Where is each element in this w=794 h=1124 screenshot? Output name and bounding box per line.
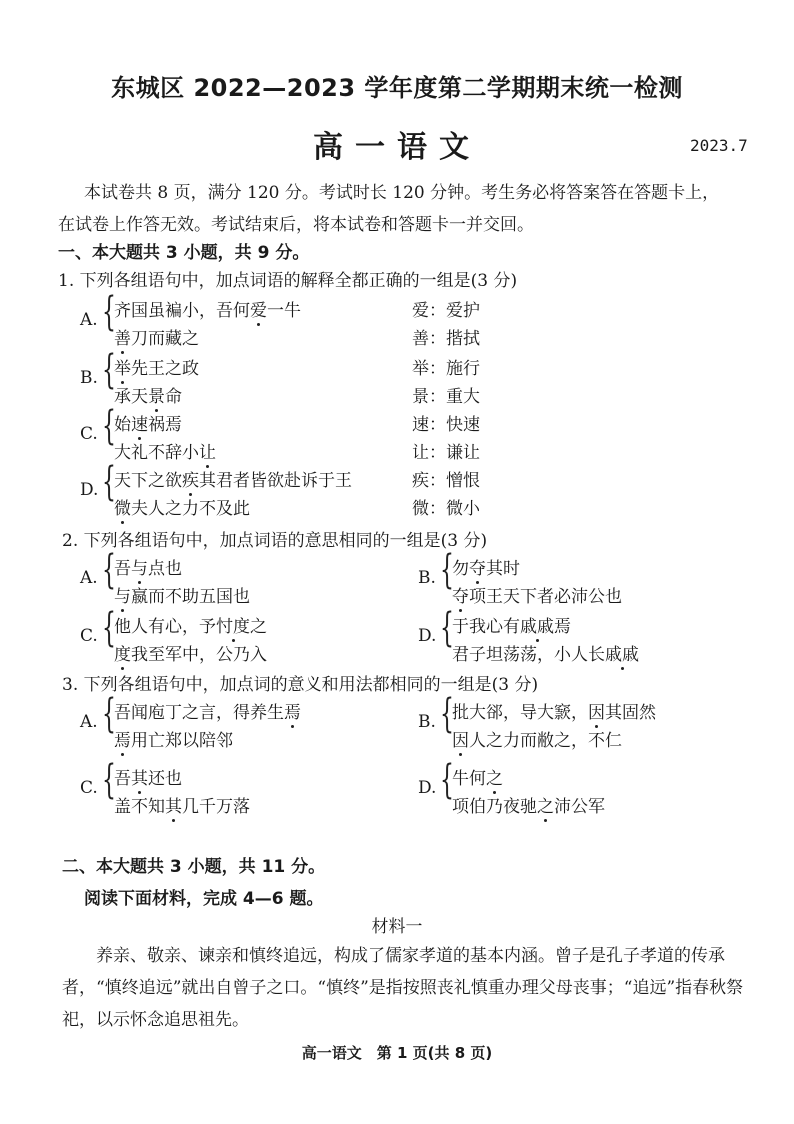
sentence-text: 先王之政: [131, 359, 199, 379]
option-explanation-2: 善：揩拭: [412, 329, 480, 349]
option-letter: D.: [418, 626, 437, 646]
dotted-word: 焉: [114, 731, 131, 751]
brace-mark: {: [102, 605, 116, 651]
dotted-word: 善: [114, 329, 131, 349]
sentence-text: 批大郤，导大窾，: [452, 703, 588, 723]
option-sentence-2: [114, 382, 182, 407]
option-sentence-1: [452, 612, 571, 637]
sentence-text: 始: [114, 415, 131, 435]
option-sentence-1: [114, 764, 182, 789]
option-explanation-2: 微：微小: [412, 499, 480, 519]
option-sentence-2: [114, 438, 216, 463]
section-1-title: 一、本大题共 3 小题，共 9 分。: [58, 243, 310, 263]
q2-stem: 2. 下列各组语句中，加点词语的意思相同的一组是(3 分): [62, 531, 488, 551]
sentence-text: 还也: [148, 769, 182, 789]
dotted-word: 因: [588, 703, 605, 723]
dotted-word: 焉: [284, 703, 301, 723]
option-sentence-2: [452, 792, 605, 817]
dotted-word: 举: [114, 359, 131, 379]
dotted-word: 微: [114, 499, 131, 519]
sentence-text: 吾: [114, 559, 131, 579]
option-sentence-2: [452, 582, 622, 607]
option-sentence-1: [114, 466, 352, 491]
material-paragraph: 养亲、敬亲、谏亲和慎终追远，构成了儒家孝道的基本内涵。曾子是孔子孝道的传承者，“慎终追远”就出自曾子之口。“慎终”是指按照丧礼慎重办理父母丧事；“追远”指春秋祭祀，以示怀念追思祖先。: [62, 946, 744, 1030]
intro-line-1: 本试卷共 8 页，满分 120 分。考试时长 120 分钟。考生务必将答案答在答题卡上，: [84, 183, 720, 203]
brace-mark: {: [102, 757, 116, 803]
dotted-word: 夺: [469, 559, 486, 579]
sentence-text: 他人有心，予: [114, 617, 216, 637]
sentence-text: 其时: [486, 559, 520, 579]
dotted-word: 戚戚: [605, 645, 639, 665]
brace-mark: {: [102, 403, 116, 449]
option-explanation-1: 爱：爱护: [412, 301, 480, 321]
sentence-text: 我至军中，公乃入: [131, 645, 267, 665]
option-sentence-2: [114, 640, 267, 665]
dotted-word: 爱: [250, 301, 267, 321]
exam-title: 东城区 2022—2023 学年度第二学期期末统一检测: [111, 74, 683, 102]
intro-line-2: 在试卷上作答无效。考试结束后，将本试卷和答题卡一并交回。: [58, 215, 534, 235]
sentence-text: 人之力而敝之，不仁: [469, 731, 622, 751]
dotted-word: 之: [537, 797, 554, 817]
dotted-word: 速: [131, 415, 148, 435]
page-footer: 高一语文 第 1 页(共 8 页): [301, 1044, 493, 1062]
option-sentence-2: [114, 582, 250, 607]
dotted-word: 与: [131, 559, 148, 579]
section-2-instruction: 阅读下面材料，完成 4—6 题。: [84, 889, 324, 909]
sentence-text: 夫人之力不及此: [131, 499, 250, 519]
option-sentence-1: [114, 698, 301, 723]
sentence-text: 之: [250, 617, 267, 637]
sentence-text: 刀而藏之: [131, 329, 199, 349]
option-letter: A.: [80, 310, 98, 330]
brace-mark: {: [440, 547, 454, 593]
dotted-word: 度: [114, 645, 131, 665]
dotted-word: 其: [131, 769, 148, 789]
sentence-text: 项伯乃夜驰: [452, 797, 537, 817]
option-sentence-1: [114, 410, 182, 435]
brace-mark: {: [440, 605, 454, 651]
option-letter: A.: [80, 568, 98, 588]
option-sentence-1: [452, 764, 503, 789]
option-letter: C.: [80, 626, 98, 646]
q1-stem: 1. 下列各组语句中，加点词语的解释全都正确的一组是(3 分): [58, 271, 518, 291]
sentence-text: 命: [165, 387, 182, 407]
option-letter: B.: [418, 568, 436, 588]
q3-stem: 3. 下列各组语句中，加点词的意义和用法都相同的一组是(3 分): [62, 675, 539, 695]
sentence-text: 勿: [452, 559, 469, 579]
sentence-text: 于我心有: [452, 617, 520, 637]
option-sentence-2: [452, 726, 622, 751]
option-explanation-1: 速：快速: [412, 415, 480, 435]
dotted-word: 之: [486, 769, 503, 789]
brace-mark: {: [440, 691, 454, 737]
dotted-word: 忖度: [216, 617, 250, 637]
sentence-text: 几千万落: [182, 797, 250, 817]
option-sentence-1: [114, 612, 267, 637]
option-sentence-1: [114, 354, 199, 379]
brace-mark: {: [102, 289, 116, 335]
sentence-text: 祸焉: [148, 415, 182, 435]
sentence-text: 牛何: [452, 769, 486, 789]
sentence-text: 其固然: [605, 703, 656, 723]
sentence-text: 大礼不辞小: [114, 443, 199, 463]
option-letter: B.: [418, 712, 436, 732]
option-sentence-2: [452, 640, 639, 665]
dotted-word: 因: [452, 731, 469, 751]
dotted-word: 戚戚: [520, 617, 554, 637]
material-title: 材料一: [371, 917, 423, 937]
dotted-word: 夺: [452, 587, 469, 607]
sentence-text: 一牛: [267, 301, 301, 321]
sentence-text: 其君者皆欲赴诉于王: [199, 471, 352, 491]
sentence-text: 沛公军: [554, 797, 605, 817]
option-sentence-2: [114, 324, 199, 349]
sentence-text: 嬴而不助五国也: [131, 587, 250, 607]
option-sentence-1: [114, 296, 301, 321]
option-sentence-2: [114, 792, 250, 817]
section-2-title: 二、本大题共 3 小题，共 11 分。: [62, 857, 326, 877]
option-sentence-2: [114, 726, 233, 751]
brace-mark: {: [102, 691, 116, 737]
option-explanation-1: 举：施行: [412, 359, 480, 379]
brace-mark: {: [440, 757, 454, 803]
option-explanation-2: 让：谦让: [412, 443, 480, 463]
option-sentence-1: [452, 554, 520, 579]
option-sentence-1: [114, 554, 182, 579]
brace-mark: {: [102, 347, 116, 393]
option-sentence-1: [452, 698, 656, 723]
subject-title: 高一语文: [313, 130, 481, 165]
option-letter: A.: [80, 712, 98, 732]
option-letter: D.: [418, 778, 437, 798]
dotted-word: 与: [114, 587, 131, 607]
sentence-text: 盖不知: [114, 797, 165, 817]
dotted-word: 景: [148, 387, 165, 407]
brace-mark: {: [102, 459, 116, 505]
sentence-text: 承天: [114, 387, 148, 407]
sentence-text: 吾: [114, 769, 131, 789]
sentence-text: 用亡郑以陪邻: [131, 731, 233, 751]
option-sentence-2: [114, 494, 250, 519]
sentence-text: 项王天下者必沛公也: [469, 587, 622, 607]
dotted-word: 疾: [182, 471, 199, 491]
dotted-word: 其: [165, 797, 182, 817]
option-letter: C.: [80, 424, 98, 444]
sentence-text: 点也: [148, 559, 182, 579]
option-letter: B.: [80, 368, 98, 388]
option-explanation-1: 疾：憎恨: [412, 471, 480, 491]
brace-mark: {: [102, 547, 116, 593]
dotted-word: 让: [199, 443, 216, 463]
sentence-text: 齐国虽褊小，吾何: [114, 301, 250, 321]
sentence-text: 吾闻庖丁之言，得养生: [114, 703, 284, 723]
sentence-text: 君子坦荡荡，小人长: [452, 645, 605, 665]
option-letter: D.: [80, 480, 99, 500]
exam-date: 2023.7: [690, 136, 748, 155]
option-explanation-2: 景：重大: [412, 387, 480, 407]
sentence-text: 焉: [554, 617, 571, 637]
sentence-text: 天下之欲: [114, 471, 182, 491]
option-letter: C.: [80, 778, 98, 798]
